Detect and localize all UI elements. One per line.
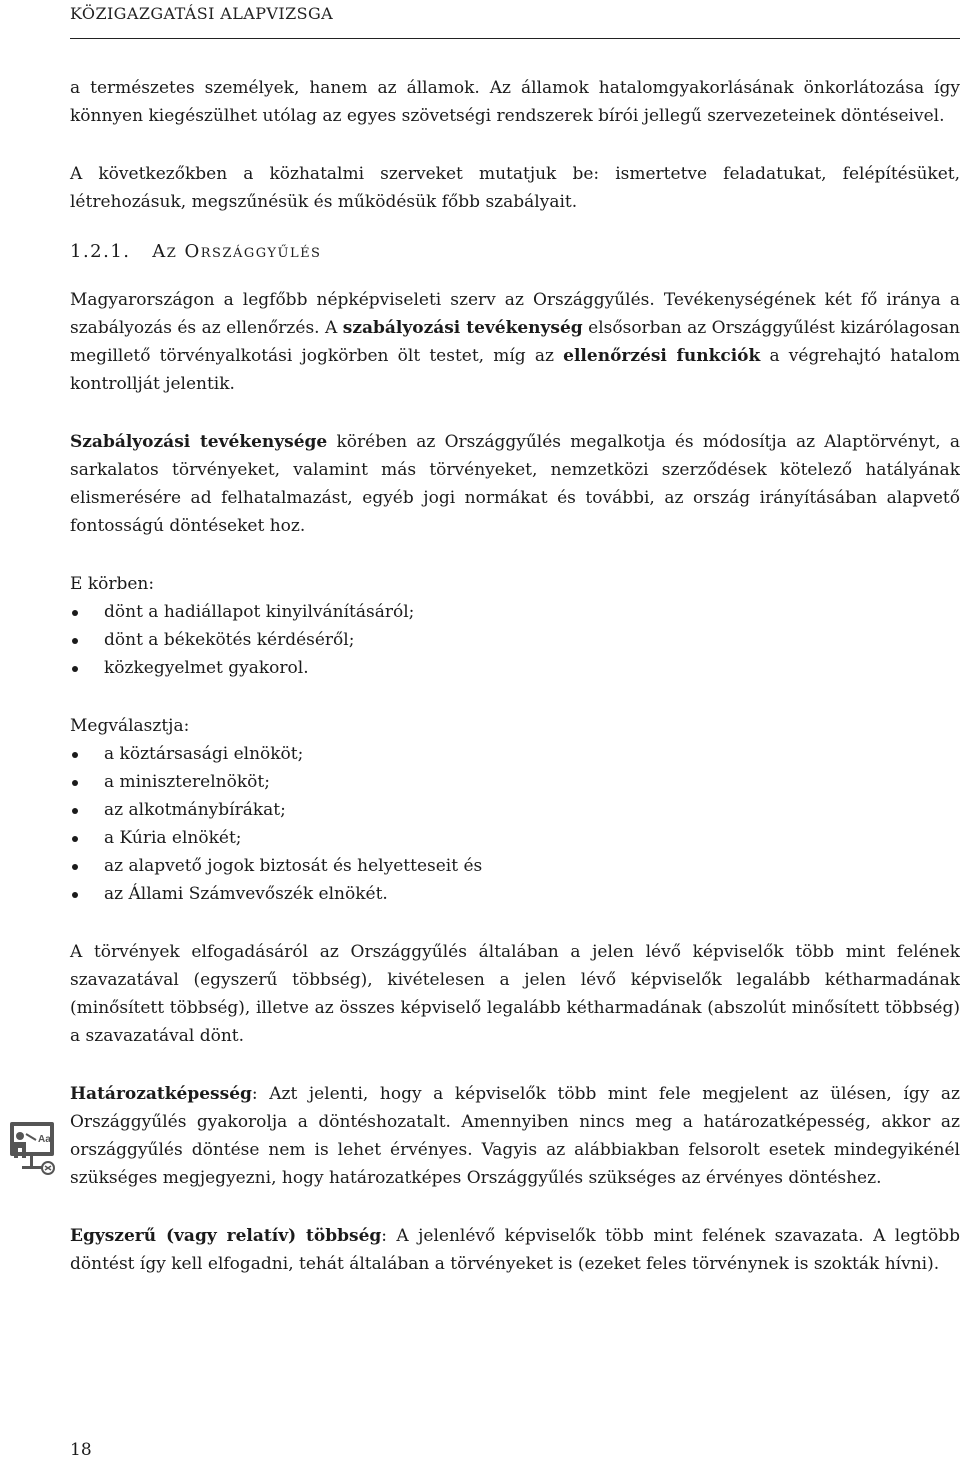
page-number: 18	[70, 1440, 92, 1460]
list-item: közkegyelmet gyakorol.	[70, 654, 960, 682]
list-item: a Kúria elnökét;	[70, 824, 960, 852]
header-rule	[70, 38, 960, 39]
section-heading	[70, 238, 960, 266]
list-item: dönt a hadiállapot kinyilvánításáról;	[70, 598, 960, 626]
paragraph-6: Határozatképesség: Azt jelenti, hogy a képviselők több mint fele megjelent az ülésen, így az Országgyűlés gyakorolja a döntéshozatalt. Amennyiben nincs meg a határozatképesség, akkor az országgyűlés döntése nem is lehet érvényes. Vagyis az alábbiakban felsorolt esetek mindegyikénél szükséges megjegyezni, hogy határozatképes Országgyűlés szükséges az érvényes döntéshez.	[70, 1084, 960, 1188]
list-item: az Állami Számvevőszék elnökét.	[70, 880, 960, 908]
paragraph-7: Egyszerű (vagy relatív) többség: A jelenlévő képviselők több mint felének szavazata. A legtöbb döntést így kell elfogadni, tehát általában a törvényeket is (ezeket feles törvénynek is szokták hívni).	[70, 1226, 960, 1274]
svg-text:Aa: Aa	[38, 1134, 51, 1145]
paragraph-3: Magyarországon a legfőbb népképviseleti szerv az Országgyűlés. Tevékenységének két fő iránya a szabályozás és az ellenőrzés. A szabályozási tevékenység elsősorban az Országgyűlést kizárólagosan megillető törvényalkotási jogkörben ölt testet, míg az ellenőrzési funkciók a végrehajtó hatalom kontrollját jelentik.	[70, 290, 960, 394]
section-number: 1.2.1.	[70, 241, 131, 262]
list-1-intro: E körben:	[70, 574, 155, 594]
list-item: az alapvető jogok biztosát és helyetteseit és	[70, 852, 960, 880]
list-2-intro: Megválasztja:	[70, 716, 190, 736]
list-item: az alkotmánybírákat;	[70, 796, 960, 824]
list-item: a miniszterelnököt;	[70, 768, 960, 796]
list-1	[70, 598, 960, 682]
running-head: KÖZIGAZGATÁSI ALAPVIZSGA	[70, 4, 334, 23]
presentation-teacher-icon	[0, 1118, 60, 1178]
list-item: dönt a békekötés kérdéséről;	[70, 626, 960, 654]
paragraph-2: A következőkben a közhatalmi szerveket mutatjuk be: ismertetve feladatukat, felépítésüket, létrehozásuk, megszűnésük és működésük főbb szabályait.	[70, 164, 960, 212]
list-2	[70, 740, 960, 908]
paragraph-4: Szabályozási tevékenysége körében az Országgyűlés megalkotja és módosítja az Alaptörvényt, a sarkalatos törvényeket, valamint más törvényeket, nemzetközi szerződések kötelező hatályának elismerésére ad felhatalmazást, egyéb jogi normákat és további, az ország irányításában alapvető fontosságú döntéseket hoz.	[70, 432, 960, 536]
paragraph-5: A törvények elfogadásáról az Országgyűlés általában a jelen lévő képviselők több mint felének szavazatával (egyszerű többség), kivételesen a jelen lévő képviselők legalább kétharmadának (minősített többség), illetve az összes képviselő legalább kétharmadának (abszolút minősített többség) a szavazatával dönt.	[70, 942, 960, 1046]
list-item: a köztársasági elnököt;	[70, 740, 960, 768]
paragraph-1: a természetes személyek, hanem az államok. Az államok hatalomgyakorlásának önkorlátozása így könnyen kiegészülhet utólag az egyes szövetségi rendszerek bírói jellegű szervezeteinek döntéseivel.	[70, 78, 960, 126]
section-title: Az Országgyűlés	[152, 241, 322, 262]
page-content	[70, 74, 960, 1278]
